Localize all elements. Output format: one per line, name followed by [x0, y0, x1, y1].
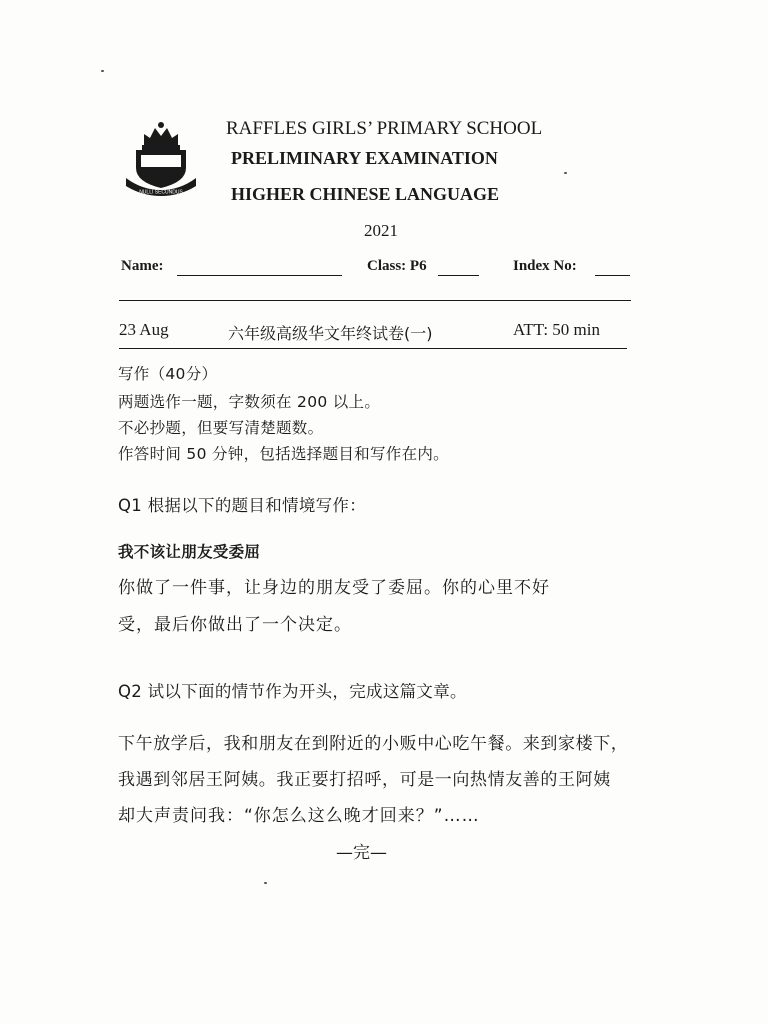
- subject-title: HIGHER CHINESE LANGUAGE: [231, 184, 500, 204]
- exam-title: PRELIMINARY EXAMINATION: [231, 148, 498, 168]
- header-divider: [119, 300, 631, 301]
- scan-speck: [264, 882, 267, 884]
- q1-title: 我不该让朋友受委屈: [118, 543, 261, 561]
- instruction-line: 两题选作一题，字数须在 200 以上。: [118, 393, 381, 411]
- crest-motto: NULLI SECUNDUS: [139, 189, 183, 196]
- q2-prompt: Q2 试以下面的情节作为开头，完成这篇文章。: [118, 682, 467, 701]
- name-label: Name:: [121, 258, 164, 274]
- scan-speck: [564, 172, 567, 174]
- q2-line: 却大声责问我：“你怎么这么晚才回来？”……: [118, 806, 480, 826]
- instruction-line: 作答时间 50 分钟，包括选择题目和写作在内。: [118, 445, 449, 463]
- school-name: RAFFLES GIRLS’ PRIMARY SCHOOL: [226, 118, 543, 139]
- q1-prompt: Q1 根据以下的题目和情境写作：: [118, 496, 367, 515]
- instruction-line: 不必抄题，但要写清楚题数。: [118, 419, 324, 437]
- end-mark: —完—: [336, 843, 387, 863]
- paper-title: 六年级高级华文年终试卷(一): [228, 324, 433, 343]
- q1-line: 受，最后你做出了一个决定。: [118, 615, 352, 635]
- index-blank-line: [595, 275, 630, 276]
- school-crest-icon: [122, 116, 200, 196]
- meta-underline: [119, 348, 627, 349]
- q2-line: 我遇到邻居王阿姨。我正要打招呼，可是一向热情友善的王阿姨: [118, 770, 611, 790]
- class-label: Class: P6: [367, 258, 427, 274]
- q1-line: 你做了一件事，让身边的朋友受了委屈。你的心里不好: [118, 578, 550, 598]
- scan-speck: [101, 70, 104, 72]
- class-blank-line: [438, 275, 479, 276]
- exam-year: 2021: [364, 221, 398, 240]
- exam-date: 23 Aug: [119, 320, 169, 339]
- instruction-line: 写作（40分）: [118, 365, 218, 383]
- q2-line: 下午放学后，我和朋友在到附近的小贩中心吃午餐。来到家楼下，: [118, 734, 629, 754]
- index-label: Index No:: [513, 258, 577, 274]
- allotted-time: ATT: 50 min: [513, 320, 600, 339]
- name-blank-line: [177, 275, 342, 276]
